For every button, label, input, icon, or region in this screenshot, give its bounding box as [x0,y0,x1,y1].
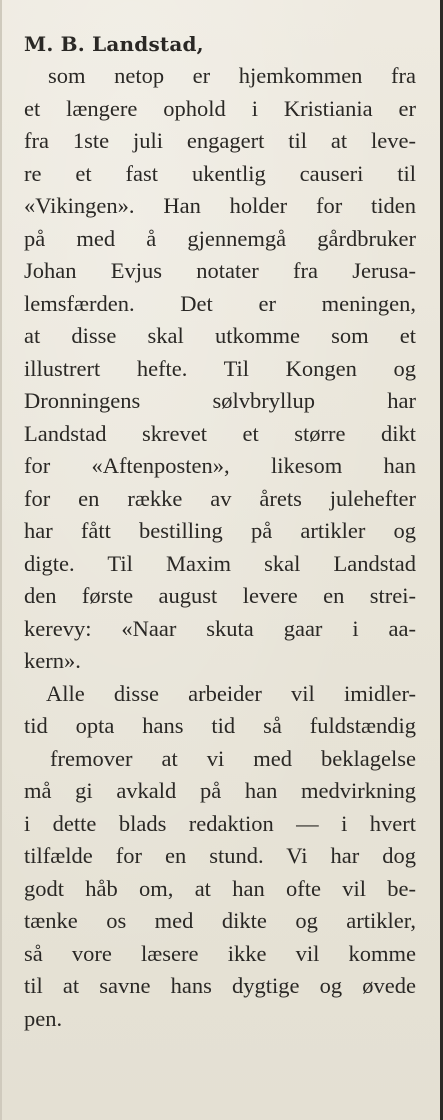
text-line: den første august levere en strei- [24,583,416,608]
text-line: digte. Til Maxim skal Landstad [24,550,416,576]
paragraph-2 [24,678,416,1036]
text-line: at disse skal utkomme som et [24,323,416,348]
text-line: re et fast ukentlig causeri til [24,160,416,186]
text-line: fra 1ste juli engagert til at leve- [24,128,416,153]
text-line: for en række av årets julehefter [24,485,416,511]
text-line: på med å gjennemgå gårdbruker [24,225,416,251]
text-line: kern». [24,648,81,673]
text-line: kerevy: «Naar skuta gaar i aa- [24,615,416,641]
article-heading: M. B. Landstad, [24,32,204,56]
text-line: tid opta hans tid så fuldstændig [24,713,416,738]
clipping-edge [0,0,2,1120]
text-line: så vore læsere ikke vil komme [24,940,416,966]
article-body [24,28,416,1035]
text-line: lemsfærden. Det er meningen, [24,290,416,316]
text-line: for «Aftenposten», likesom han [24,453,416,478]
text-line: må gi avkald på han medvirkning [24,778,416,803]
text-line: «Vikingen». Han holder for tiden [24,193,416,218]
text-line: tilfælde for en stund. Vi har dog [24,843,416,868]
text-line: et længere ophold i Kristiania er [24,95,416,121]
text-line: som netop er hjemkommen fra [48,63,416,88]
text-line: til at savne hans dygtige og øvede [24,973,416,998]
text-line: Alle disse arbeider vil imidler- [46,680,416,706]
text-line: tænke os med dikte og artikler, [24,908,416,933]
text-line: pen. [24,1005,63,1031]
text-line: godt håb om, at han ofte vil be- [24,875,416,901]
text-line: Landstad skrevet et større dikt [24,420,416,446]
text-line: Johan Evjus notater fra Jerusa- [24,258,416,283]
text-line: illustrert hefte. Til Kongen og [24,355,416,381]
text-line: Dronningens sølvbryllup har [24,388,416,413]
text-line: i dette blads redaktion — i hvert [24,810,416,836]
paragraph-1 [24,60,416,678]
text-line: fremover at vi med beklagelse [50,745,416,771]
text-line: har fått bestilling på artikler og [24,518,416,543]
